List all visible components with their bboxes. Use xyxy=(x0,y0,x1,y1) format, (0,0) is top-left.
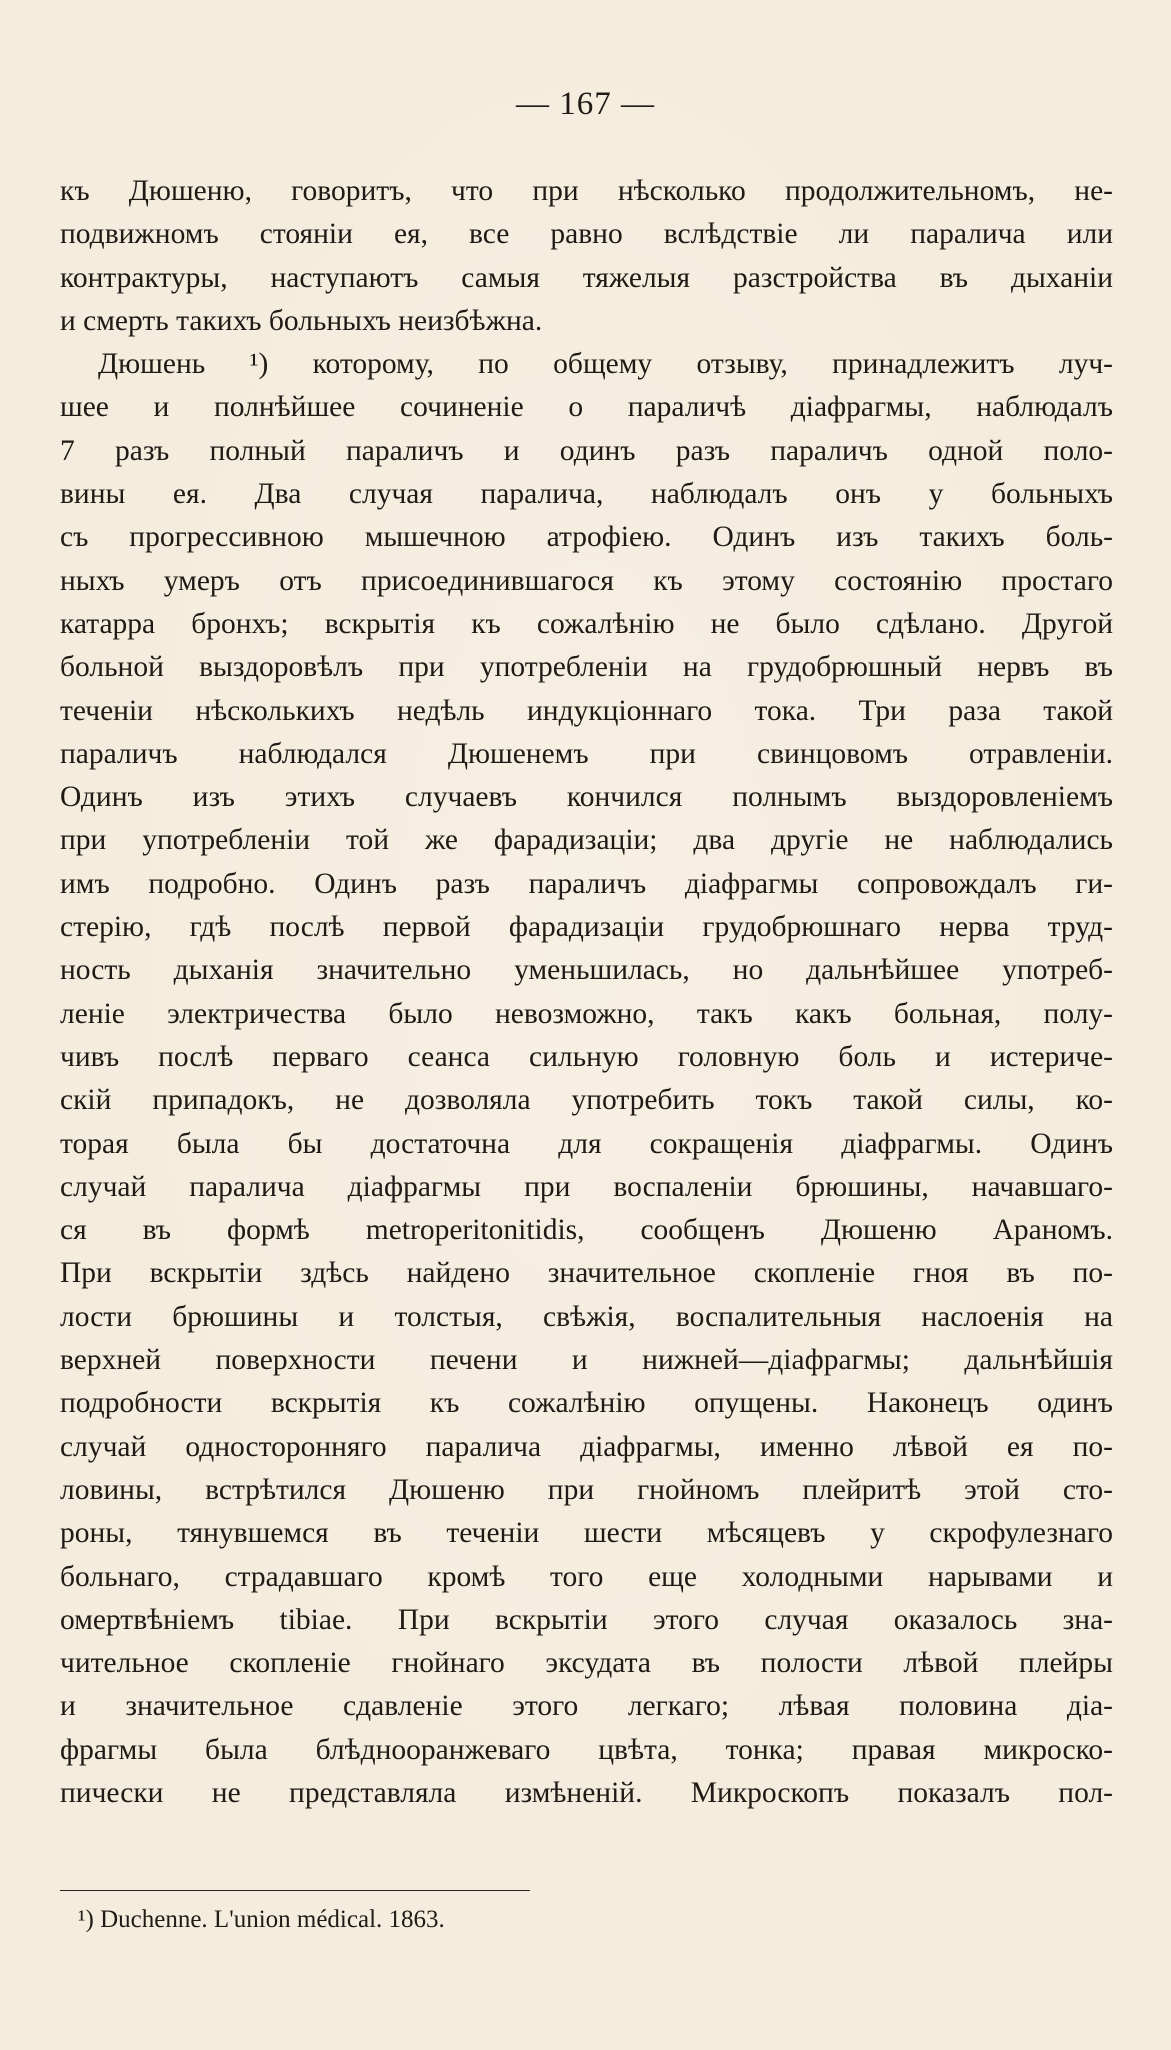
footnote xyxy=(78,1903,445,1937)
footnote-text: Duchenne. L'union médical. 1863. xyxy=(100,1906,445,1933)
text-line: Дюшень ¹) которому, по общему отзыву, принадлежитъ луч- xyxy=(98,348,1113,381)
text-line: леніе электричества было невозможно, такъ какъ больная, полу- xyxy=(60,997,1113,1030)
text-line: роны, тянувшемся въ теченіи шести мѣсяцевъ у скрофулезнаго xyxy=(60,1517,1113,1550)
footnote-divider xyxy=(60,1890,530,1891)
text-line: омертвѣніемъ tibiae. При вскрытіи этого случая оказалось зна- xyxy=(60,1603,1113,1636)
text-line: ныхъ умеръ отъ присоединившагося къ этому состоянію простаго xyxy=(60,564,1113,597)
text-line: больнаго, страдавшаго кромѣ того еще холодными нарывами и xyxy=(60,1560,1113,1593)
text-line: чивъ послѣ перваго сеанса сильную головную боль и истериче- xyxy=(60,1040,1113,1073)
text-line: и значительное сдавленіе этого легкаго; лѣвая половина діа- xyxy=(60,1690,1113,1723)
text-line: подвижномъ стояніи ея, все равно вслѣдствіе ли паралича или xyxy=(60,218,1113,251)
text-line: имъ подробно. Одинъ разъ параличъ діафрагмы сопровождалъ ги- xyxy=(60,867,1113,900)
text-line: стерію, гдѣ послѣ первой фарадизаціи грудобрюшнаго нерва труд- xyxy=(60,911,1113,944)
text-line: фрагмы была блѣднооранжеваго цвѣта, тонка; правая микроско- xyxy=(60,1733,1113,1766)
text-line: ность дыханія значительно уменьшилась, но дальнѣйшее употреб- xyxy=(60,954,1113,987)
body-text xyxy=(60,170,1113,1815)
text-line: вины ея. Два случая паралича, наблюдалъ онъ у больныхъ xyxy=(60,478,1113,511)
text-line: съ прогрессивною мышечною атрофіею. Одинъ изъ такихъ боль- xyxy=(60,521,1113,554)
footnote-marker: ¹) xyxy=(78,1906,94,1933)
text-line: при употребленіи той же фарадизаціи; два другіе не наблюдались xyxy=(60,824,1113,857)
text-line: шее и полнѣйшее сочиненіе о параличѣ діафрагмы, наблюдалъ xyxy=(60,391,1113,424)
text-line: чительное скопленіе гнойнаго эксудата въ полости лѣвой плейры xyxy=(60,1647,1113,1680)
text-line: случай односторонняго паралича діафрагмы, именно лѣвой ея по- xyxy=(60,1430,1113,1463)
text-line: теченіи нѣсколькихъ недѣль индукціоннаго тока. Три раза такой xyxy=(60,694,1113,727)
text-line: ловины, встрѣтился Дюшеню при гнойномъ плейритѣ этой сто- xyxy=(60,1473,1113,1506)
text-line: и смерть такихъ больныхъ неизбѣжна. xyxy=(60,304,543,337)
text-line: Одинъ изъ этихъ случаевъ кончился полнымъ выздоровленіемъ xyxy=(60,781,1113,814)
paragraph-1 xyxy=(60,170,1113,343)
text-line: параличъ наблюдался Дюшенемъ при свинцовомъ отравленіи. xyxy=(60,737,1113,770)
text-line: катарра бронхъ; вскрытія къ сожалѣнію не было сдѣлано. Другой xyxy=(60,607,1113,640)
page-number-header: — 167 — xyxy=(516,86,655,122)
text-line: пически не представляла измѣненій. Микроскопъ показалъ пол- xyxy=(60,1776,1113,1809)
text-line: лости брюшины и толстыя, свѣжія, воспалительныя наслоенія на xyxy=(60,1300,1113,1333)
text-line: верхней поверхности печени и нижней—діафрагмы; дальнѣйшія xyxy=(60,1344,1113,1377)
paragraph-2 xyxy=(60,343,1113,1815)
text-line: подробности вскрытія къ сожалѣнію опущены. Наконецъ одинъ xyxy=(60,1387,1113,1420)
text-line: случай паралича діафрагмы при воспаленіи брюшины, начавшаго- xyxy=(60,1170,1113,1203)
text-line: больной выздоровѣлъ при употребленіи на грудобрюшный нервъ въ xyxy=(60,651,1113,684)
text-line: къ Дюшеню, говоритъ, что при нѣсколько продолжительномъ, не- xyxy=(60,175,1113,207)
text-line: контрактуры, наступаютъ самыя тяжелыя разстройства въ дыханіи xyxy=(60,261,1113,294)
text-line: торая была бы достаточна для сокращенія діафрагмы. Одинъ xyxy=(60,1127,1113,1160)
text-line: При вскрытіи здѣсь найдено значительное скопленіе гноя въ по- xyxy=(60,1257,1113,1290)
text-line: скій припадокъ, не дозволяла употребить токъ такой силы, ко- xyxy=(60,1084,1113,1117)
text-line: ся въ формѣ metroperitonitidis, сообщенъ Дюшеню Араномъ. xyxy=(60,1214,1113,1247)
text-line: 7 разъ полный параличъ и одинъ разъ параличъ одной поло- xyxy=(60,434,1113,467)
